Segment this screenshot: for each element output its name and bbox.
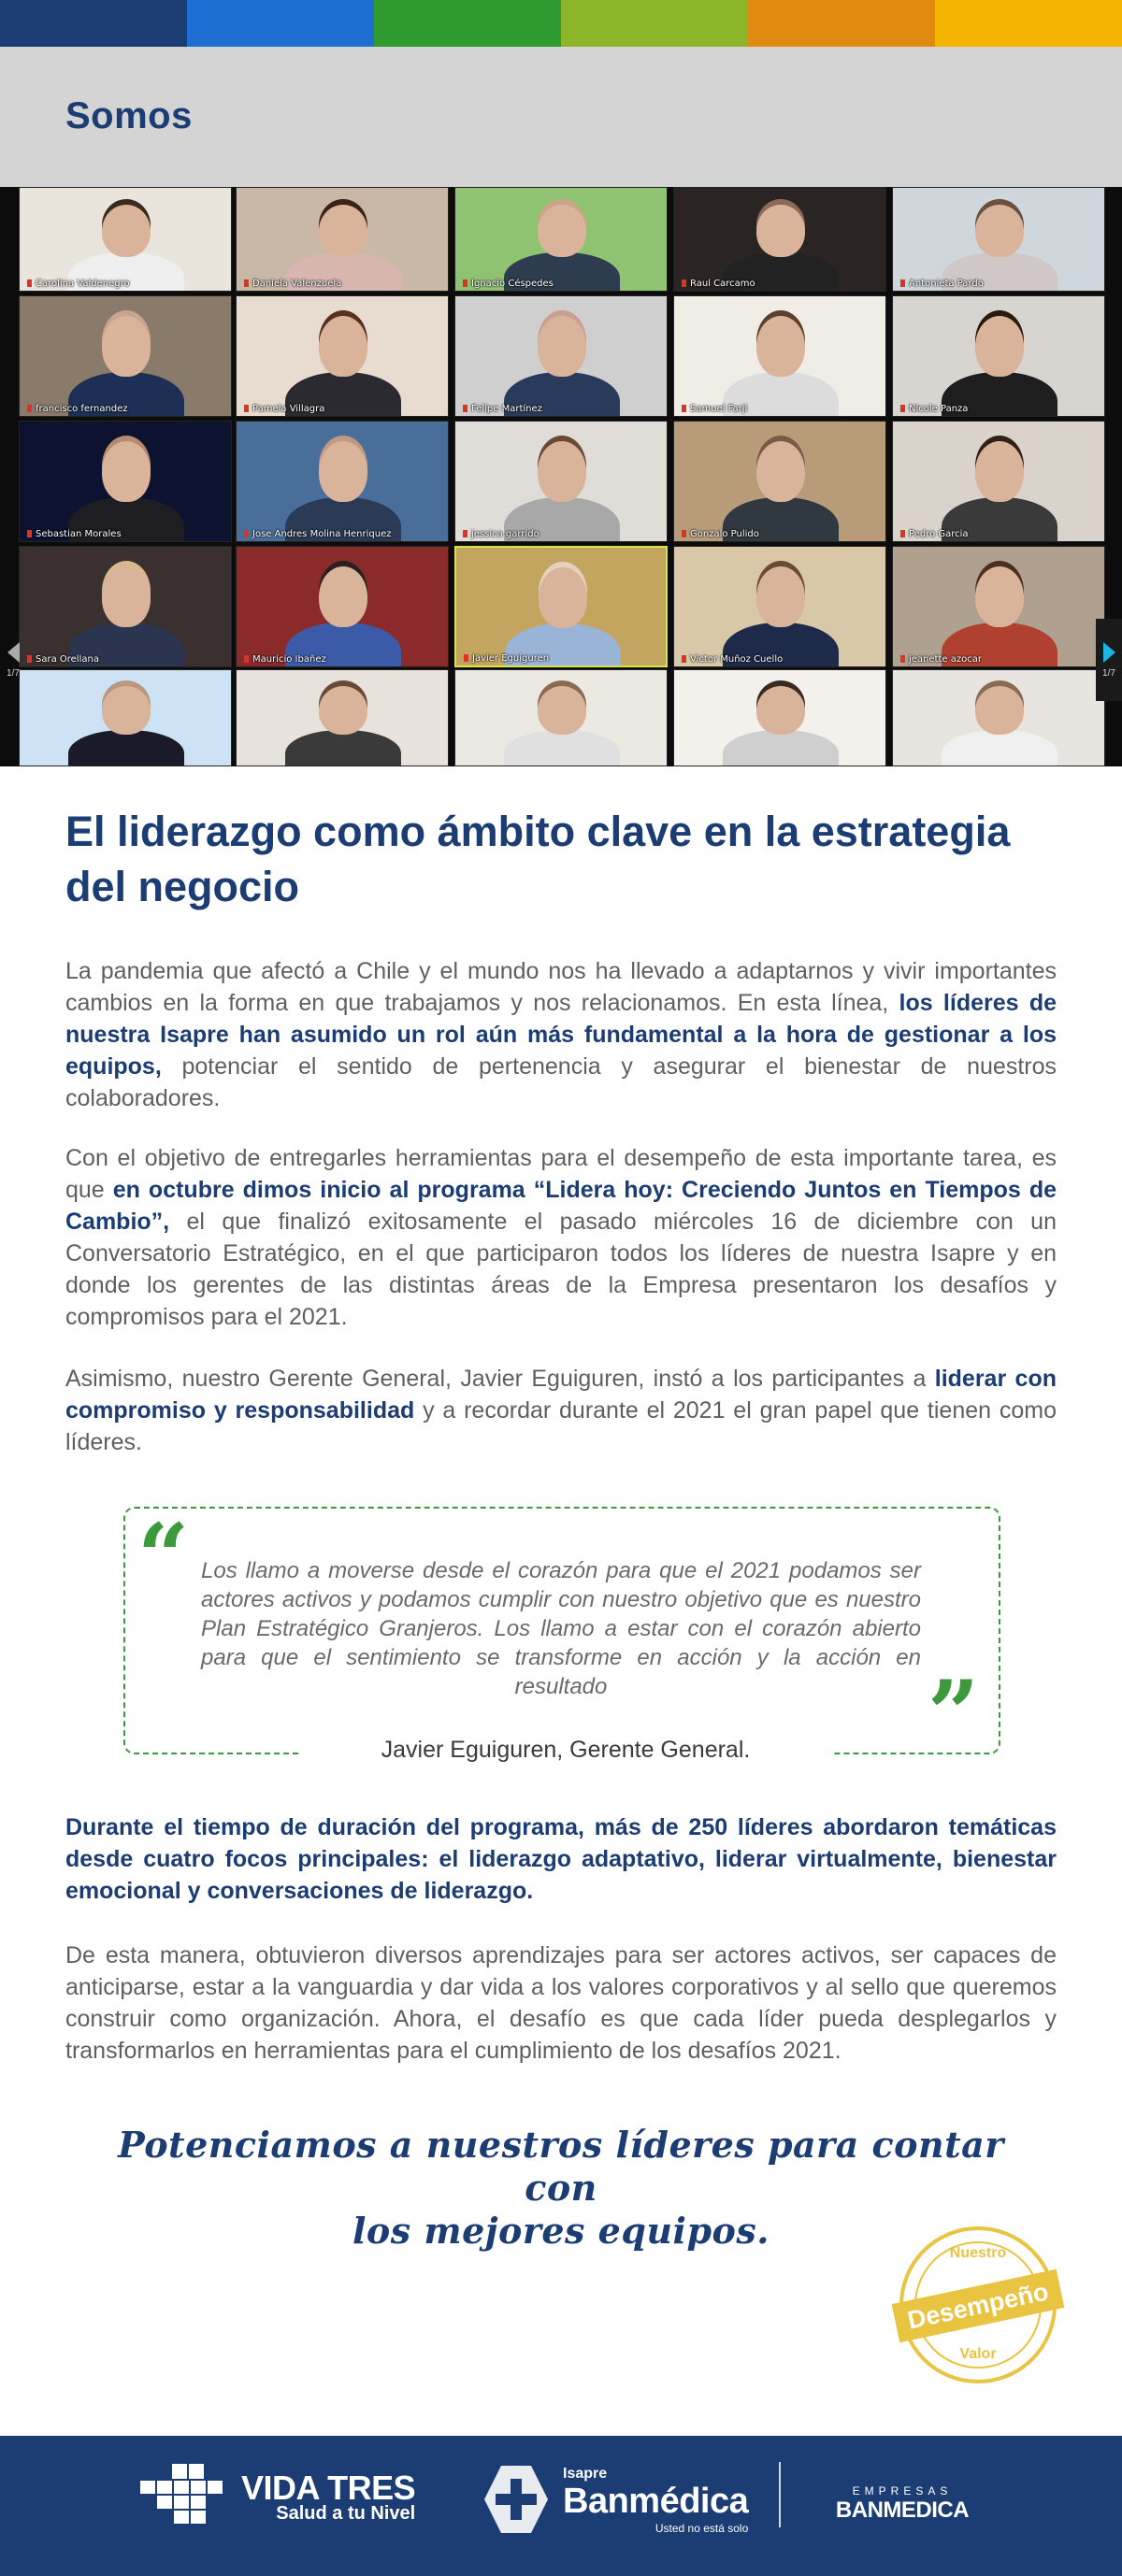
- participant-tile[interactable]: [892, 546, 1105, 667]
- participant-tile[interactable]: [454, 546, 668, 667]
- section-header: [0, 47, 1122, 187]
- participant-tile[interactable]: [454, 421, 668, 542]
- participant-head: [102, 441, 151, 502]
- slogan: [94, 2124, 1028, 2253]
- seal-bottom-text: Valor: [959, 2346, 997, 2362]
- paragraph-2: [65, 1142, 1057, 1333]
- participant-body: [723, 730, 839, 766]
- chevron-left-icon: [7, 642, 20, 663]
- participant-head: [756, 566, 805, 627]
- participant-tile[interactable]: [673, 546, 886, 667]
- participant-head: [102, 566, 151, 627]
- participant-head: [756, 316, 805, 377]
- participant-tile[interactable]: [236, 187, 449, 292]
- footer-divider: [779, 2462, 781, 2527]
- slogan-line: Potenciamos a nuestros líderes para contar con: [118, 2124, 1004, 2209]
- text-span: el que finalizó exitosamente el pasado miércoles 16 de diciembre con un Conversatorio Estratégico, en el que participaron todos los líderes de nuestra Isapre y en donde los gerentes de las distintas áreas de la Empresa presentaron los desafíos y compromisos para el 2021.: [65, 1209, 1057, 1330]
- participant-tile[interactable]: [236, 669, 449, 766]
- participant-body: [942, 730, 1057, 766]
- close-quote-icon: ”: [928, 1661, 980, 1767]
- participant-name: Mauricio Ibañez: [244, 654, 326, 665]
- vidatres-name: VIDA TRES: [241, 2469, 416, 2507]
- participant-name: Pamela Villagra: [244, 404, 324, 414]
- participant-head: [319, 686, 367, 735]
- participant-head: [538, 686, 586, 735]
- slogan-line: los mejores equipos.: [352, 2210, 770, 2252]
- participant-tile[interactable]: [19, 421, 232, 542]
- participant-head: [975, 566, 1024, 627]
- participant-tile[interactable]: [19, 546, 232, 667]
- participant-head: [319, 205, 367, 257]
- participant-head: [102, 316, 151, 377]
- empresas-label: EMPRESAS: [852, 2484, 953, 2497]
- color-segment: [187, 0, 374, 47]
- participant-tile[interactable]: [454, 295, 668, 417]
- quote-text: Los llamo a moverse desde el corazón para que el 2021 podamos ser actores activos y podamos cumplir con nuestro objetivo que es nuestro Plan Estratégico Granjeros. Los llamo a estar con el corazón abierto para que el sentimiento se transforme en acción y la acción en resultado: [201, 1558, 921, 1699]
- participant-head: [539, 567, 587, 628]
- participant-name: Jose Andres Molina Henriquez: [244, 529, 392, 539]
- participant-tile[interactable]: [19, 669, 232, 766]
- participant-head: [756, 686, 805, 735]
- color-segment: [0, 0, 187, 47]
- banmedica-tagline: Usted no está solo: [654, 2522, 749, 2535]
- participant-name: Nicole Panza: [900, 404, 968, 414]
- video-call-grid: [0, 187, 1122, 766]
- top-color-bar: [0, 0, 1122, 47]
- participant-name: Carolina Valdenegro: [27, 279, 130, 289]
- chevron-right-icon: [1103, 642, 1115, 663]
- text-span: y a recordar durante el 2021 el gran papel que tienen como líderes.: [65, 1397, 1057, 1455]
- participant-head: [319, 441, 367, 502]
- empresas-name: BANMEDICA: [835, 2497, 970, 2523]
- color-segment: [561, 0, 748, 47]
- participant-tile[interactable]: [673, 295, 886, 417]
- participant-name: Raul Carcamo: [682, 279, 755, 289]
- participant-tile[interactable]: [454, 187, 668, 292]
- participant-name: francisco fernandez: [27, 404, 128, 414]
- participant-head: [102, 205, 151, 257]
- participant-name: Gonzalo Pulido: [682, 529, 759, 539]
- color-segment: [374, 0, 561, 47]
- article-title: El liderazgo como ámbito clave en la estrategia del negocio: [65, 808, 1011, 910]
- participant-tile[interactable]: [673, 669, 886, 766]
- participant-name: Sebastian Morales: [27, 529, 122, 539]
- participant-body: [68, 730, 184, 766]
- participant-tile[interactable]: [892, 421, 1105, 542]
- participant-head: [975, 441, 1024, 502]
- participant-name: Pedro Garcia: [900, 529, 969, 539]
- participant-tile[interactable]: [892, 187, 1105, 292]
- participant-name: Javier Eguiguren: [464, 653, 549, 664]
- participant-head: [538, 316, 586, 377]
- participant-tile[interactable]: [454, 669, 668, 766]
- participant-body: [285, 730, 401, 766]
- next-page-button[interactable]: [1096, 619, 1122, 701]
- banmedica-prefix: Isapre: [563, 2466, 608, 2482]
- participant-name: Victor Muñoz Cuello: [682, 654, 783, 665]
- text-span: potenciar el sentido de pertenencia y asegurar el bienestar de nuestros colaboradores.: [65, 1053, 1057, 1111]
- participant-tile[interactable]: [892, 295, 1105, 417]
- participant-head: [319, 316, 367, 377]
- participant-name: Daniela Valenzuela: [244, 279, 341, 289]
- highlight-text: los líderes de nuestra Isapre han asumido un rol aún más fundamental a la hora de gestionar a los equipos,: [65, 990, 1057, 1080]
- participant-head: [975, 316, 1024, 377]
- color-segment: [748, 0, 935, 47]
- paragraph-5: De esta manera, obtuvieron diversos aprendizajes para ser actores activos, ser capaces de anticiparse, estar a la vanguardia y dar vida a los valores corporativos y al sello que queremos construir como organización. Ahora, el desafío es que cada líder pueda desplegarlos y transformarlos en herramientas para el cumplimiento de los desafíos 2021.: [65, 1942, 1057, 2064]
- seal-band: Desempeño: [892, 2269, 1065, 2343]
- participant-tile[interactable]: [236, 546, 449, 667]
- participant-head: [756, 205, 805, 257]
- participant-tile[interactable]: [236, 421, 449, 542]
- nuestro-valor-seal: [899, 2226, 1057, 2383]
- participant-tile[interactable]: [892, 669, 1105, 766]
- quote-author: Javier Eguiguren, Gerente General.: [381, 1737, 751, 1763]
- participant-tile[interactable]: [236, 295, 449, 417]
- participant-name: Samuel Farji: [682, 404, 747, 414]
- page-indicator: 1/7: [1102, 667, 1115, 679]
- open-quote-icon: “: [137, 1504, 190, 1610]
- participant-tile[interactable]: [673, 187, 886, 292]
- highlight-text: en octubre dimos inicio al programa “Lidera hoy: Creciendo Juntos en Tiempos de Cambio”,: [65, 1177, 1057, 1235]
- participant-head: [102, 686, 151, 735]
- participant-tile[interactable]: [19, 187, 232, 292]
- text-span: Asimismo, nuestro Gerente General, Javier Eguiguren, instó a los participantes a: [65, 1366, 935, 1392]
- page-indicator: 1/7: [7, 667, 20, 679]
- participant-name: jessica garrido: [463, 529, 539, 539]
- text-span: Con el objetivo de entregarles herramientas para el desempeño de esta importante tarea, es que: [65, 1145, 1057, 1203]
- participant-head: [756, 441, 805, 502]
- paragraph-1: [65, 955, 1057, 1114]
- participant-head: [538, 441, 586, 502]
- participant-tile[interactable]: [673, 421, 886, 542]
- highlight-text: liderar con compromiso y responsabilidad: [65, 1366, 1057, 1424]
- participant-name: jeanette azocar: [900, 654, 982, 665]
- participant-head: [538, 205, 586, 257]
- paragraph-3: [65, 1363, 1057, 1458]
- participant-name: Felipe Martínez: [463, 404, 542, 414]
- previous-page-button[interactable]: [0, 619, 26, 701]
- participant-name: Sara Orellana: [27, 654, 99, 665]
- participant-body: [504, 730, 620, 766]
- banmedica-hexagon-icon: [473, 2462, 559, 2537]
- participant-name: Antonieta Pardo: [900, 279, 984, 289]
- participant-head: [319, 566, 367, 627]
- vidatres-cross-icon: [140, 2464, 234, 2526]
- participant-tile[interactable]: [19, 295, 232, 417]
- paragraph-4: Durante el tiempo de duración del programa, más de 250 líderes abordaron temáticas desde cuatro focos principales: el liderazgo adaptativo, liderar virtualmente, bienestar emocional y conversaciones de liderazgo.: [65, 1814, 1057, 1904]
- footer: [0, 2436, 1122, 2576]
- section-title: Somos: [65, 95, 193, 136]
- participant-head: [975, 686, 1024, 735]
- text-span: La pandemia que afectó a Chile y el mundo nos ha llevado a adaptarnos y vivir importantes cambios en la forma en que trabajamos y nos relacionamos. En esta línea,: [65, 958, 1057, 1016]
- banmedica-name: Banmédica: [563, 2482, 749, 2521]
- seal-top-text: Nuestro: [949, 2245, 1007, 2261]
- empresas-banmedica-logo[interactable]: [823, 2484, 982, 2524]
- vidatres-tagline: Salud a tu Nivel: [276, 2503, 416, 2524]
- participant-head: [975, 205, 1024, 257]
- color-segment: [935, 0, 1122, 47]
- participant-name: Ignacio Céspedes: [463, 279, 554, 289]
